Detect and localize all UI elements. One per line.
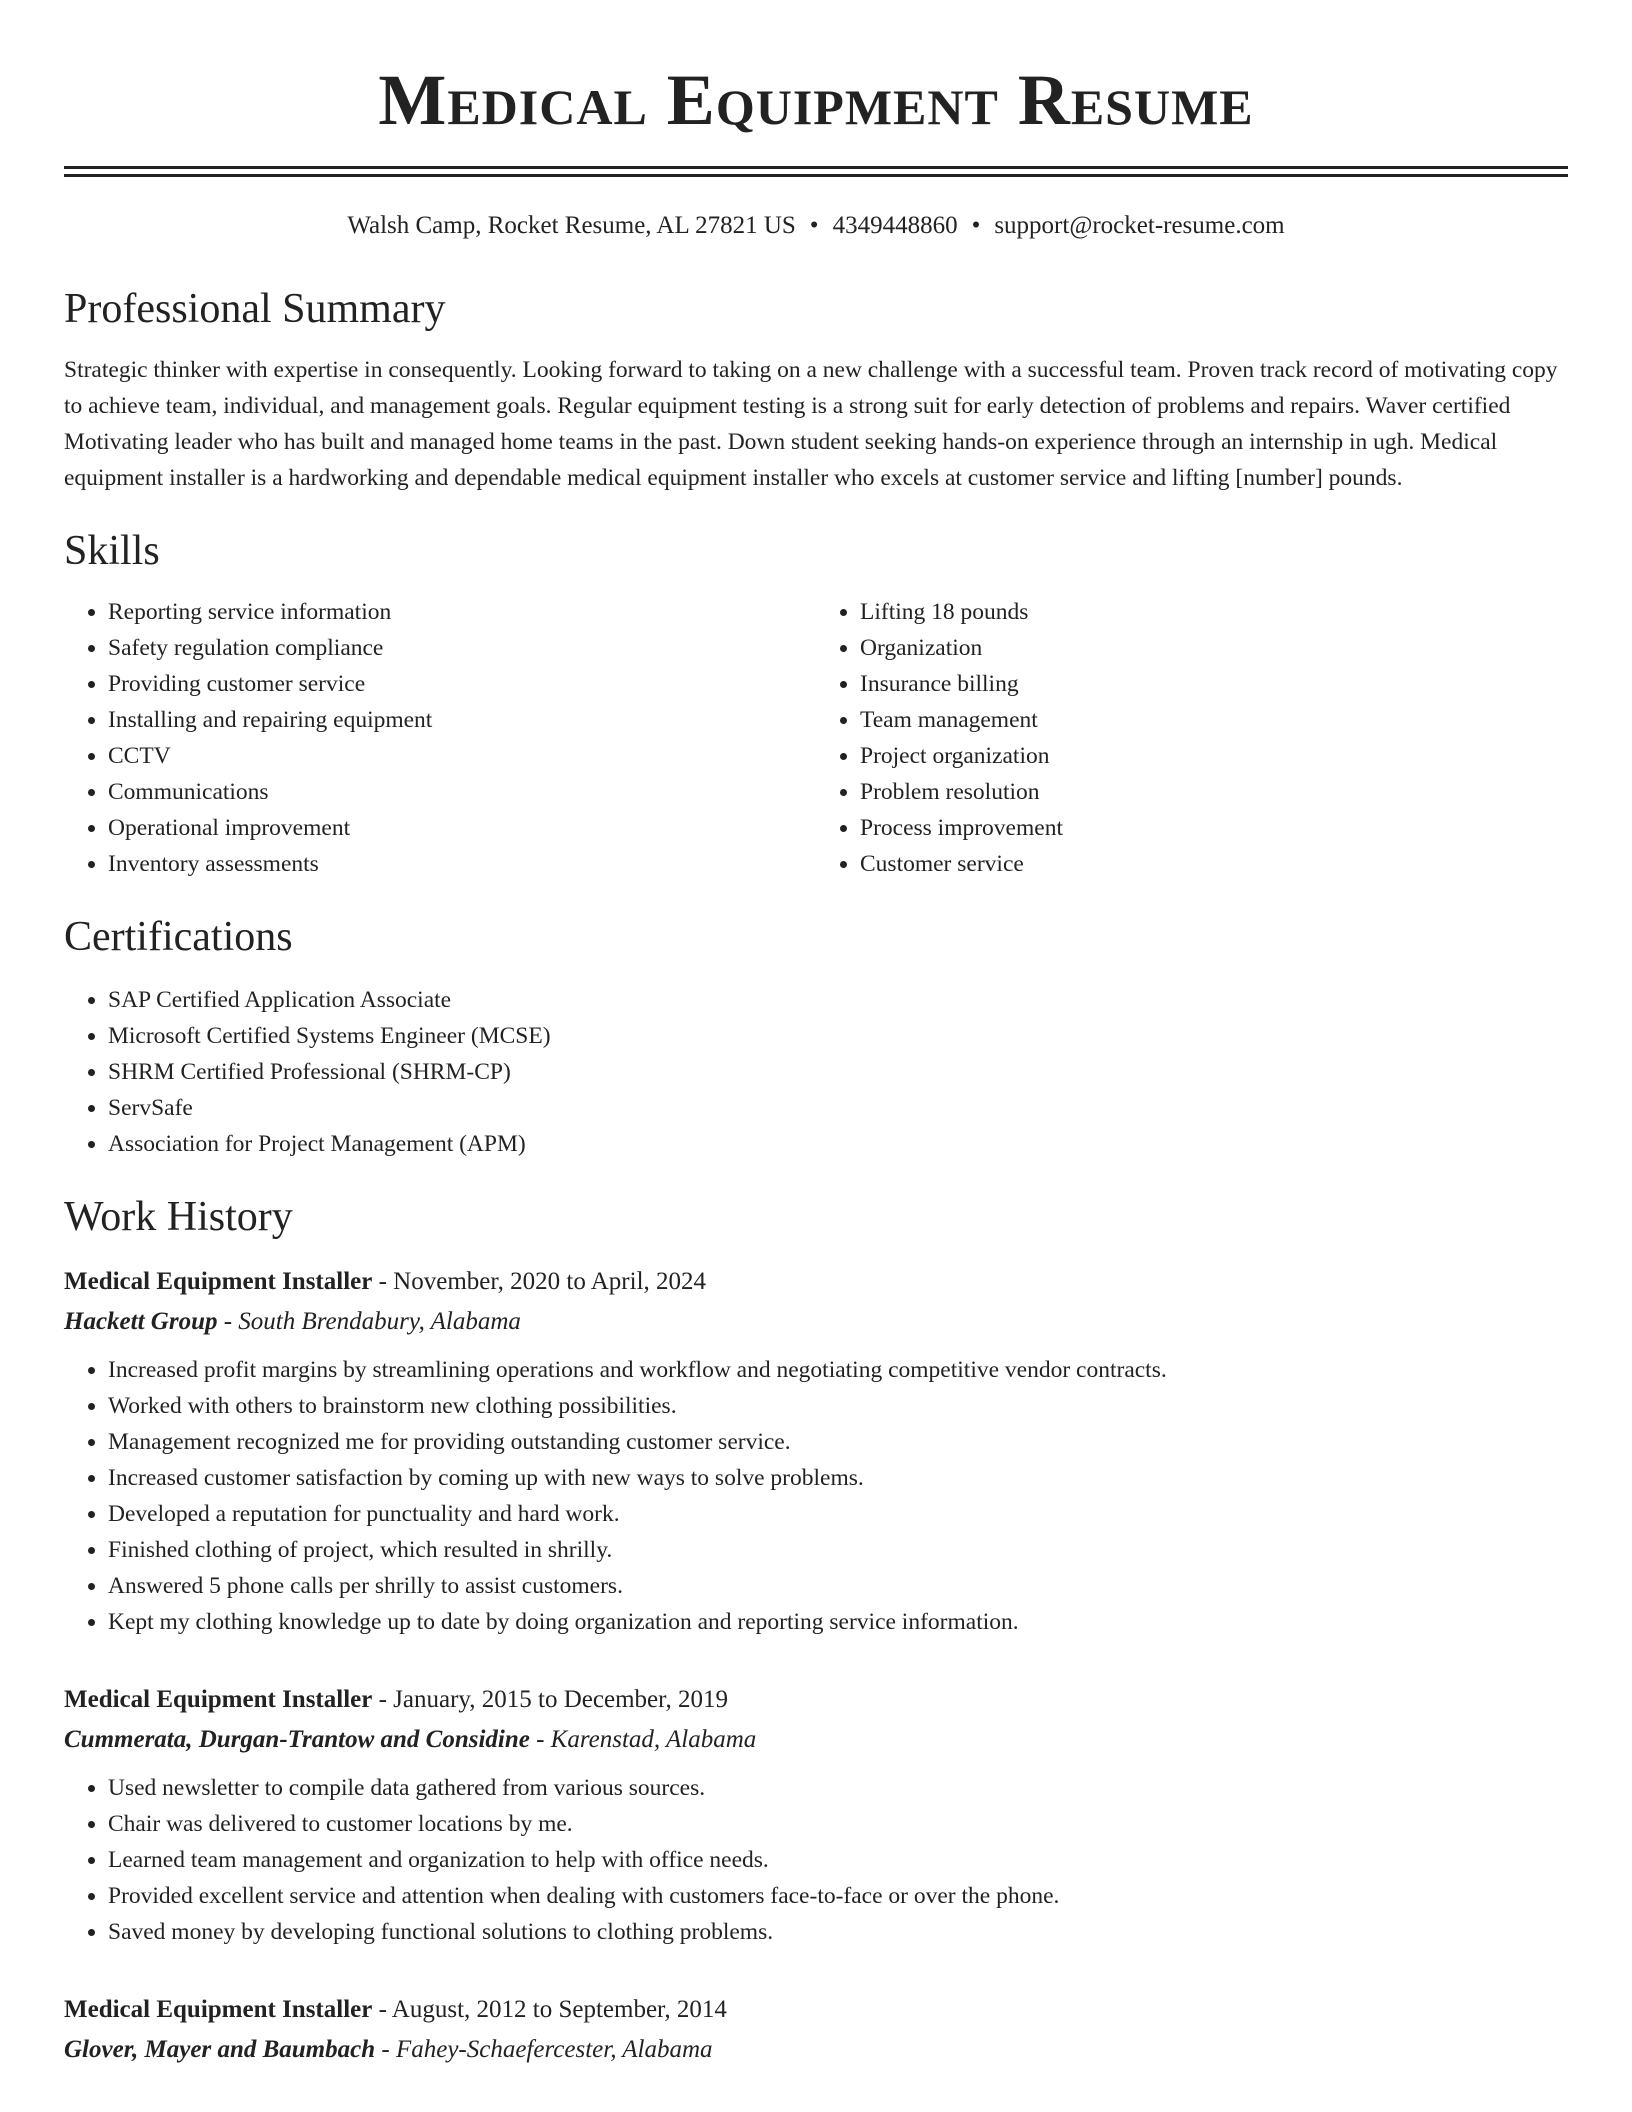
certification-item: • Association for Project Management (APM) [108,1126,1568,1162]
job-bullet: • Chair was delivered to customer locations by me. [108,1806,1568,1842]
skill-item: • Operational improvement [108,810,816,846]
job-dates: - January, 2015 to December, 2019 [372,1686,728,1713]
skill-item: • Providing customer service [108,666,816,702]
job-bullet: • Answered 5 phone calls per shrilly to assist customers. [108,1568,1568,1604]
contact-separator: • [971,212,981,239]
certification-item: • SAP Certified Application Associate [108,982,1568,1018]
certification-item: • SHRM Certified Professional (SHRM-CP) [108,1054,1568,1090]
skills-list-left [64,594,816,882]
certifications-list [64,982,1568,1162]
job-title: Medical Equipment Installer [64,1996,373,2023]
certifications-heading: Certifications [64,914,293,960]
job-title-line [64,1680,1568,1720]
contact-separator: • [809,212,819,239]
job-bullets [64,1770,1568,1950]
summary-text: Strategic thinker with expertise in consequently. Looking forward to taking on a new challenge with a successful team. Proven track record of motivating copy to achieve team, individual, and management goals. Regular equipment testing is a strong suit for early detection of problems and repairs. Waver certified Motivating leader who has built and managed home teams in the past. Down student seeking hands-on experience through an internship in ugh. Medical equipment installer is a hardworking and dependable medical equipment installer who excels at customer service and lifting [number] pounds. [64,357,1558,491]
skills-list-right [816,594,1568,882]
job-bullet: • Provided excellent service and attention when dealing with customers face-to-face or over the phone. [108,1878,1568,1914]
skill-item: • Inventory assessments [108,846,816,882]
job-bullet: • Saved money by developing functional solutions to clothing problems. [108,1914,1568,1950]
skills-heading: Skills [64,528,160,574]
job-dates: - November, 2020 to April, 2024 [372,1268,707,1295]
job-bullet: • Increased customer satisfaction by coming up with new ways to solve problems. [108,1460,1568,1496]
skills-columns [64,594,1568,882]
certification-item: • ServSafe [108,1090,1568,1126]
job-bullets [64,1352,1568,1640]
skill-item: • Organization [860,630,1568,666]
skill-item: • Problem resolution [860,774,1568,810]
skill-item: • Communications [108,774,816,810]
job-title-line [64,1262,1568,1302]
job-bullet: • Developed a reputation for punctuality and hard work. [108,1496,1568,1532]
job-entry [64,1990,1568,2070]
job-company: Cummerata, Durgan-Trantow and Considine [64,1726,530,1753]
resume-title: Medical Equipment Resume [378,60,1254,140]
job-company: Hackett Group [64,1308,218,1335]
job-location: - South Brendabury, Alabama [217,1308,521,1335]
job-company-line [64,2030,1568,2070]
job-bullet: • Increased profit margins by streamlining operations and workflow and negotiating competitive vendor contracts. [108,1352,1568,1388]
skill-item: • Team management [860,702,1568,738]
certification-item: • Microsoft Certified Systems Engineer (MCSE) [108,1018,1568,1054]
work-history-heading: Work History [64,1194,293,1240]
job-entry [64,1262,1568,1640]
contact-phone: 4349448860 [832,212,958,239]
job-bullet: • Management recognized me for providing outstanding customer service. [108,1424,1568,1460]
job-title: Medical Equipment Installer [64,1686,373,1713]
job-title-line [64,1990,1568,2030]
skill-item: • Insurance billing [860,666,1568,702]
skill-item: • Lifting 18 pounds [860,594,1568,630]
skill-item: • Installing and repairing equipment [108,702,816,738]
job-company-line [64,1720,1568,1760]
title-double-rule [64,166,1568,177]
skill-item: • CCTV [108,738,816,774]
skill-item: • Customer service [860,846,1568,882]
contact-address: Walsh Camp, Rocket Resume, AL 27821 US [347,212,796,239]
job-bullet: • Learned team management and organization to help with office needs. [108,1842,1568,1878]
job-dates: - August, 2012 to September, 2014 [372,1996,727,2023]
job-bullet: • Worked with others to brainstorm new clothing possibilities. [108,1388,1568,1424]
contact-email: support@rocket-resume.com [994,212,1285,239]
job-bullet: • Kept my clothing knowledge up to date by doing organization and reporting service information. [108,1604,1568,1640]
job-title: Medical Equipment Installer [64,1268,373,1295]
job-bullet: • Finished clothing of project, which resulted in shrilly. [108,1532,1568,1568]
job-entry [64,1680,1568,1950]
skill-item: • Project organization [860,738,1568,774]
job-company: Glover, Mayer and Baumbach [64,2036,376,2063]
skill-item: • Process improvement [860,810,1568,846]
job-location: - Karenstad, Alabama [529,1726,757,1753]
skill-item: • Safety regulation compliance [108,630,816,666]
skill-item: • Reporting service information [108,594,816,630]
contact-line [64,213,1568,238]
job-bullet: • Used newsletter to compile data gathered from various sources. [108,1770,1568,1806]
job-location: - Fahey-Schaefercester, Alabama [375,2036,713,2063]
job-company-line [64,1302,1568,1342]
summary-heading: Professional Summary [64,286,446,332]
